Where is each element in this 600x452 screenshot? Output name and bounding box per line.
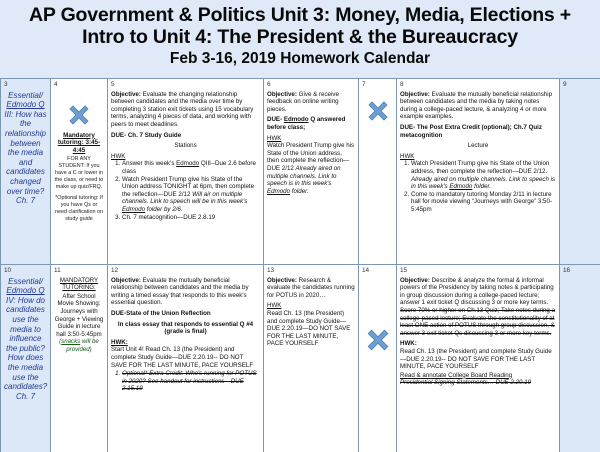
day-cell-11 — [51, 265, 108, 452]
objective-text: Evaluate the changing relationship between candidates and the media over time by completing 3 station exit tickets using 15 vocabulary terms, analyzing 4 pieces of data, and working with peers to meet deadlines. — [111, 90, 254, 128]
struck-reading-title: Presidential Signing Statements… DUE 2.20.19 — [400, 379, 532, 387]
tutoring-optional-note: *Optional tutoring: If you have Qs or need clarification on study guide — [55, 195, 103, 222]
objective: Objective: Research & evaluate the candidates running for POTUS in 2020… — [267, 276, 355, 299]
calendar-subtitle: Feb 3-16, 2019 Homework Calendar — [169, 50, 431, 67]
title-line-2: Intro to Unit 4: The President & the Bureaucracy — [82, 26, 518, 48]
day-number: 8 — [400, 81, 404, 88]
essential-q-heading: Essential/ — [8, 276, 43, 286]
due-line: DUE-State of the Union Reflection — [111, 309, 211, 317]
mandatory-tutoring-title: MANDATORY TUTORING: — [59, 276, 99, 292]
day-cell-9 — [560, 79, 600, 265]
in-class-essay: In class essay that responds to essential Q #4 (grade is final) — [117, 320, 254, 336]
day-cell-8 — [397, 79, 560, 265]
day-number: 11 — [54, 267, 61, 274]
homework-text: Read Ch. 13 (the President) and complete Study Guide—DUE 2.20.19—DO NOT SAVE FOR THE LAST MINUTE, PACE YOURSELF — [267, 309, 351, 348]
reading-assignment: Read & annotate College Board Reading — [400, 371, 513, 379]
day-number: 13 — [267, 267, 275, 274]
homework-item: 2. Come to mandatory tutoring Monday 2/11 in lecture hall for movie viewing “Journeys with George” 3:50-5:45pm — [411, 191, 556, 214]
day-cell-7 — [359, 79, 397, 265]
objective — [111, 91, 260, 129]
day-cell-12 — [108, 265, 264, 452]
day-cell-6 — [264, 79, 359, 265]
hwk-label: HWK — [267, 302, 282, 310]
homework-list — [400, 160, 556, 213]
snacks-note: (snacks will be provided) — [59, 338, 99, 353]
essential-q-heading: Essential/ — [8, 90, 43, 100]
objective: Objective: Evaluate the mutually beneficial relationship between candidates and the media by taking notes during a college-paced lecture, & analyzing 4 or more example examples. — [400, 90, 553, 121]
day-number: 14 — [362, 267, 370, 274]
day-number: 4 — [54, 81, 58, 88]
day-cell-4 — [51, 79, 108, 265]
homework-list — [111, 370, 260, 393]
day-cell-16 — [560, 265, 600, 452]
blue-x-icon — [365, 327, 391, 353]
essential-question — [4, 277, 47, 402]
due-line: DUE- Ch. 7 Study Guide — [111, 131, 182, 139]
homework-item: 3. Ch. 7 metacognition—DUE 2.8.19 — [122, 214, 260, 222]
day-number: 7 — [362, 81, 366, 88]
objective: Objective: Give & receive feedback on online writing pieces. — [267, 90, 339, 113]
blue-x-icon — [366, 99, 390, 123]
essential-q-text: III: How has the relationship between the media and candidates changed over time? Ch. 7 — [4, 109, 47, 206]
homework-text: Start Unit 4! Read Ch. 13 (the President) and complete Study Guide—DUE 2.20.19-- DO NOT SAVE FOR THE LAST MINUTE, PACE YOURSELF — [111, 346, 254, 369]
blue-x-icon — [67, 103, 91, 127]
essential-q-text: IV: How do candidates use the media to influence the public? How does the media use the candidates? Ch. 7 — [4, 295, 48, 401]
day-number: 9 — [563, 81, 567, 88]
day-number: 10 — [4, 267, 12, 274]
title-line-1: AP Government & Politics Unit 3: Money, Media, Elections + — [29, 4, 571, 26]
homework-text: Read Ch. 13 (the President) and complete Study Guide—DUE 2.20.19-- DO NOT SAVE FOR THE LAST MINUTE, PACE YOURSELF — [400, 347, 552, 371]
activity-label: Stations — [174, 142, 197, 150]
day-number: 5 — [111, 81, 115, 88]
edmodo-q-label: Edmodo Q — [6, 100, 45, 110]
objective: Objective: Describe & analyze the formal & informal powers of the Presidency by taking notes & participating in group discussion during a college-paced lecture; answer 1 exit ticket Q discussing 3 or more key terms. Score 70% or higher on Ch.13 Quiz; Take notes during a college-paced lecture; Evaluate the constitutionality of at least ONE action of POTUS through group discussion, & answer 3 exit ticket Qs discussing 3 or more key terms. — [400, 276, 556, 337]
week-row-2 — [1, 265, 600, 452]
day-cell-14 — [359, 265, 397, 452]
due-line: DUE- Edmodo Q answered before class; — [267, 116, 346, 131]
calendar-header — [0, 0, 600, 78]
hwk-label: HWK: — [400, 340, 417, 348]
hwk-label: HWK: — [111, 338, 128, 346]
homework-item: 1. Watch President Trump give his State of the Union address, then complete the reflection—DUE 2/12. Already aired on multiple channels. Link to speech is in this week's Edmodo folder. — [411, 160, 556, 190]
hwk-label: HWK — [267, 134, 282, 142]
day-number: 12 — [111, 267, 119, 274]
day-cell-10 — [1, 265, 51, 452]
edmodo-q-label: Edmodo Q — [6, 286, 45, 296]
tutoring-mandatory-note: FOR ANY STUDENT: If you have a C or lower in the class, or need to make up quiz/FRQ. — [54, 156, 104, 190]
hwk-label: HWK — [111, 152, 126, 160]
hwk-label: HWK — [400, 152, 415, 160]
day-number: 15 — [400, 267, 408, 274]
objective: Objective: Evaluate the mutually beneficial relationship between candidates and the media by writing a timed essay that responds to this week's essential question. — [111, 276, 249, 307]
movie-showing-text: After School Movie Showing: Journeys with George + Viewing Guide in lecture hall 3:50-5:45pm — [54, 292, 104, 338]
day-number: 6 — [267, 81, 271, 88]
objective-label: Objective: — [111, 90, 141, 98]
essential-question — [4, 91, 47, 206]
due-line: DUE- The Post Extra Credit (optional); Ch.7 Quiz metacognition — [400, 123, 542, 139]
day-number: 3 — [4, 81, 8, 88]
tutoring-title: Mandatory tutoring: 3:45-4:45 — [57, 131, 101, 154]
week-row-1 — [1, 79, 600, 265]
day-number: 16 — [563, 267, 571, 274]
day-cell-5 — [108, 79, 264, 265]
homework-text: Watch President Trump give his State of the Union address, then complete the reflection—DUE 2/12 Already aired on multiple channels. Link to speech is in this week's Edmodo folder. — [267, 142, 355, 195]
day-cell-13 — [264, 265, 359, 452]
calendar-grid — [0, 78, 600, 452]
activity-label: Lecture — [467, 142, 489, 150]
day-cell-3 — [1, 79, 51, 265]
homework-list — [111, 160, 260, 221]
homework-item: 1. Answer this week's Edmodo QIII--Due 2.6 before class — [122, 160, 260, 175]
day-cell-15 — [397, 265, 560, 452]
struck-extra-credit-item: 1. Optional* Extra Credit: Who's running for POTUS in 2020? See handout for instructions—DUE 2.15.19 — [122, 370, 260, 393]
homework-item: 2. Watch President Trump give his State of the Union address TONIGHT at 6pm, then complete the reflection—DUE 2/12 Will air on multiple channels. Link to speech will be in this week's Edmodo folder by 2/6. — [122, 176, 260, 214]
